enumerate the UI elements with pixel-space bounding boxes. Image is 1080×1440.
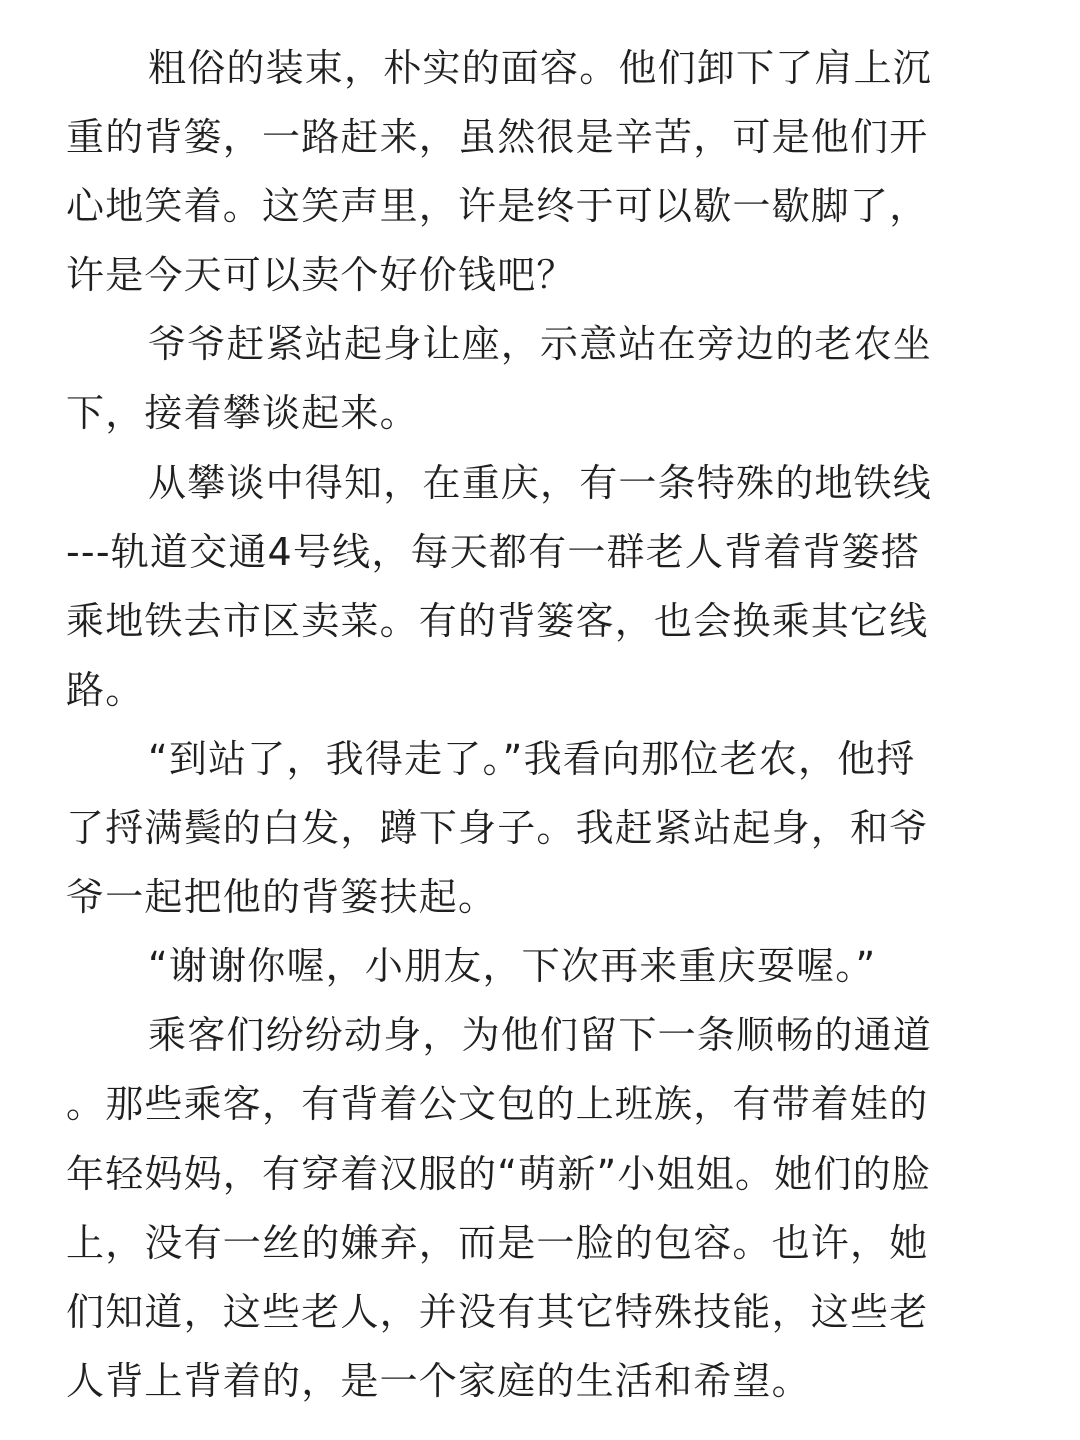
text-line: 粗俗的装束，朴实的面容。他们卸下了肩上沉	[148, 46, 933, 90]
text-line: 爷爷赶紧站起身让座，示意站在旁边的老农坐	[148, 322, 933, 367]
text-line: 人背上背着的，是一个家庭的生活和希望。	[66, 1358, 811, 1403]
text-line: 路。	[66, 667, 145, 712]
text-line: “谢谢你喔，小朋友，下次再来重庆耍喔。”	[148, 944, 877, 989]
article-text	[66, 34, 990, 1416]
text-line: 从攀谈中得知，在重庆，有一条特殊的地铁线	[148, 460, 933, 505]
text-line: 。那些乘客，有背着公文包的上班族，有带着娃的	[66, 1082, 929, 1127]
text-line: 们知道，这些老人，并没有其它特殊技能，这些老	[66, 1289, 929, 1334]
text-line: 重的背篓，一路赶来，虽然很是辛苦，可是他们开	[66, 115, 929, 160]
text-line: ---轨道交通4号线，每天都有一群老人背着背篓搭	[66, 529, 921, 574]
text-line: 下，接着攀谈起来。	[66, 391, 419, 436]
text-line: 乘客们纷纷动身，为他们留下一条顺畅的通道	[148, 1013, 933, 1058]
text-line: 上，没有一丝的嫌弃，而是一脸的包容。也许，她	[66, 1220, 929, 1265]
text-line: 许是今天可以卖个好价钱吧？	[66, 253, 576, 298]
text-line: 爷一起把他的背篓扶起。	[66, 875, 498, 920]
text-line: 心地笑着。这笑声里，许是终于可以歇一歇脚了，	[66, 184, 929, 229]
text-line: 了捋满鬓的白发，蹲下身子。我赶紧站起身，和爷	[66, 806, 929, 851]
text-line: 乘地铁去市区卖菜。有的背篓客，也会换乘其它线	[66, 598, 929, 643]
text-line: “到站了，我得走了。”我看向那位老农，他捋	[148, 736, 916, 781]
text-line: 年轻妈妈，有穿着汉服的“萌新”小姐姐。她们的脸	[66, 1151, 931, 1196]
